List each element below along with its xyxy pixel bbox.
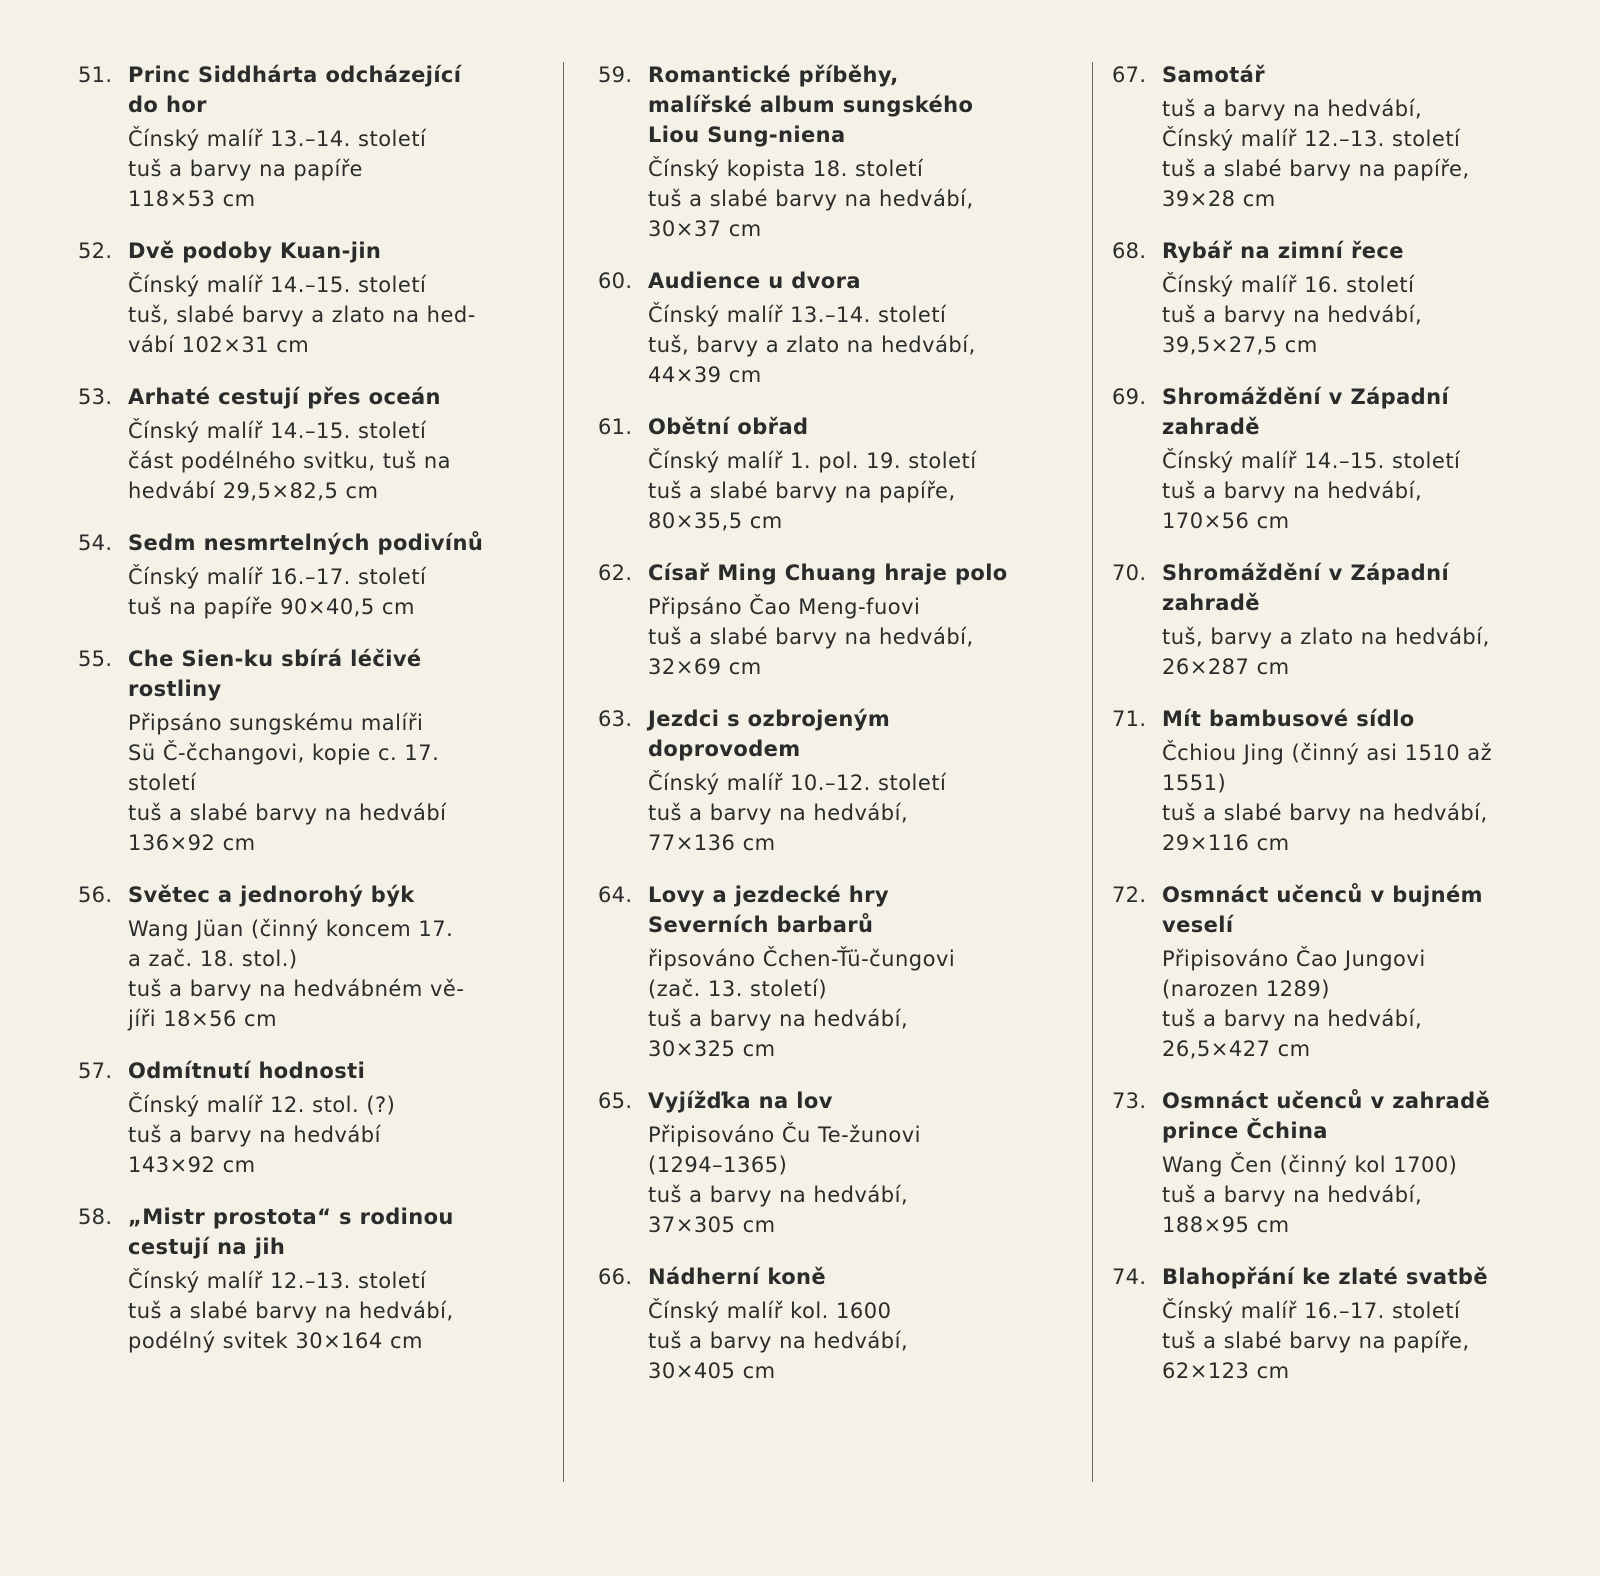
entry-line: tuš a barvy na hedvábí, [648, 1329, 909, 1353]
entry-line: Čínský malíř 12.–13. století [1162, 127, 1461, 151]
entry-line: řipsováno Čchen-Ťü-čungovi [648, 947, 956, 971]
entry-line: část podélného svitku, tuš na [128, 449, 452, 473]
entry-number: 54. [78, 531, 113, 555]
entry-line: Čínský malíř 16.–17. století [1162, 1299, 1461, 1323]
entry-line: tuš, barvy a zlato na hedvábí, [1162, 625, 1490, 649]
entry-line: tuš a barvy na hedvábí, [1162, 1007, 1423, 1031]
entry-number: 67. [1112, 63, 1147, 87]
entry-title: Samotář [1162, 63, 1265, 87]
entry-line: tuš na papíře 90×40,5 cm [128, 595, 415, 619]
entry-heading [598, 704, 1038, 764]
entry-title: Dvě podoby Kuan-jin [128, 239, 382, 263]
entry-line: Čínský malíř 14.–15. století [128, 273, 427, 297]
entry-heading [78, 880, 518, 910]
entry-number: 53. [78, 385, 113, 409]
entry-line: 26×287 cm [1162, 655, 1290, 679]
entry-title: Shromáždění v Západní zahradě [1162, 561, 1450, 615]
entry-description [1162, 446, 1572, 536]
entry-heading [598, 558, 1038, 588]
entry-heading [78, 236, 518, 266]
entry-line: tuš a slabé barvy na hedvábí, [1162, 801, 1488, 825]
entry-number: 63. [598, 707, 633, 731]
entry-line: Čínský malíř 1. pol. 19. století [648, 449, 977, 473]
entry-title: Osmnáct učenců v bujném veselí [1162, 883, 1483, 937]
entry-line: Připsáno Čao Meng-fuovi [648, 595, 921, 619]
entry-line: Čínský malíř 16. století [1162, 273, 1415, 297]
catalog-entry [1112, 382, 1572, 536]
entry-line: 143×92 cm [128, 1153, 256, 1177]
entry-title: Vyjížďka na lov [648, 1089, 833, 1113]
entry-line: tuš a barvy na hedvábí, [1162, 97, 1423, 121]
entry-line: tuš a barvy na hedvábí [128, 1123, 381, 1147]
entry-heading [1112, 382, 1572, 442]
entry-heading [1112, 558, 1572, 618]
entry-line: 30×37 cm [648, 217, 762, 241]
entry-description [648, 944, 1038, 1064]
entry-line: (1294–1365) [648, 1153, 788, 1177]
entry-line: tuš a barvy na hedvábí, [648, 801, 909, 825]
entry-line: Wang Čen (činný kol 1700) [1162, 1153, 1458, 1177]
column-divider [563, 62, 564, 1482]
entry-line: vábí 102×31 cm [128, 333, 310, 357]
entry-title: Rybář na zimní řece [1162, 239, 1404, 263]
entry-heading [598, 412, 1038, 442]
catalog-column-2 [598, 60, 1038, 1408]
entry-line: Čínský malíř kol. 1600 [648, 1299, 892, 1323]
entry-line: tuš a slabé barvy na hedvábí, [648, 187, 974, 211]
entry-line: tuš a barvy na papíře [128, 157, 363, 181]
entry-line: tuš a barvy na hedvábí, [1162, 479, 1423, 503]
catalog-entry [78, 382, 518, 506]
entry-heading [78, 1202, 518, 1262]
entry-heading [78, 1056, 518, 1086]
entry-line: 118×53 cm [128, 187, 256, 211]
catalog-entry [1112, 1262, 1572, 1386]
entry-heading [598, 1262, 1038, 1292]
entry-heading [1112, 236, 1572, 266]
entry-number: 71. [1112, 707, 1147, 731]
entry-title: Osmnáct učenců v zahradě prince Čchina [1162, 1089, 1491, 1143]
catalog-entry [78, 880, 518, 1034]
entry-number: 66. [598, 1265, 633, 1289]
entry-line: tuš a barvy na hedvábném vě- [128, 977, 465, 1001]
entry-line: 136×92 cm [128, 831, 256, 855]
entry-description [1162, 1150, 1572, 1240]
entry-heading [1112, 1262, 1572, 1292]
catalog-entry [1112, 1086, 1572, 1240]
entry-line: 29×116 cm [1162, 831, 1290, 855]
catalog-entry [598, 60, 1038, 244]
entry-line: tuš a slabé barvy na papíře, [648, 479, 956, 503]
entry-title: Světec a jednorohý býk [128, 883, 415, 907]
entry-line: 80×35,5 cm [648, 509, 783, 533]
catalog-entry [78, 236, 518, 360]
entry-description [1162, 622, 1572, 682]
entry-description [1162, 738, 1572, 858]
entry-description [648, 154, 1038, 244]
entry-description [1162, 944, 1572, 1064]
entry-title: Nádherní koně [648, 1265, 827, 1289]
entry-line: 30×405 cm [648, 1359, 776, 1383]
entry-description [648, 592, 1038, 682]
entry-description [128, 914, 518, 1034]
entry-description [128, 124, 518, 214]
catalog-entry [598, 1262, 1038, 1386]
entry-line: 188×95 cm [1162, 1213, 1290, 1237]
entry-line: století [128, 771, 197, 795]
catalog-entry [598, 1086, 1038, 1240]
catalog-column-1 [78, 60, 518, 1378]
entry-line: 32×69 cm [648, 655, 762, 679]
catalog-entry [78, 644, 518, 858]
entry-line: tuš a slabé barvy na papíře, [1162, 157, 1470, 181]
entry-line: tuš a barvy na hedvábí, [648, 1183, 909, 1207]
entry-description [648, 1296, 1038, 1386]
entry-line: 26,5×427 cm [1162, 1037, 1311, 1061]
catalog-entry [1112, 60, 1572, 214]
entry-line: tuš a slabé barvy na hedvábí, [648, 625, 974, 649]
entry-number: 59. [598, 63, 633, 87]
entry-line: Čínský malíř 12.–13. století [128, 1269, 427, 1293]
entry-line: jíři 18×56 cm [128, 1007, 278, 1031]
entry-description [128, 562, 518, 622]
entry-line: 1551) [1162, 771, 1227, 795]
entry-title: Mít bambusové sídlo [1162, 707, 1415, 731]
entry-title: Blahopřání ke zlaté svatbě [1162, 1265, 1488, 1289]
entry-description [128, 270, 518, 360]
entry-line: 37×305 cm [648, 1213, 776, 1237]
catalog-entry [1112, 236, 1572, 360]
entry-line: Čínský kopista 18. století [648, 157, 924, 181]
entry-number: 52. [78, 239, 113, 263]
entry-line: podélný svitek 30×164 cm [128, 1329, 423, 1353]
entry-heading [598, 880, 1038, 940]
entry-line: 77×136 cm [648, 831, 776, 855]
entry-line: Čínský malíř 14.–15. století [1162, 449, 1461, 473]
entry-line: 39×28 cm [1162, 187, 1276, 211]
entry-title: Princ Siddhárta odcházející do hor [128, 63, 462, 117]
entry-number: 68. [1112, 239, 1147, 263]
entry-line: Připisováno Čao Jungovi [1162, 947, 1426, 971]
entry-line: Čínský malíř 13.–14. století [648, 303, 947, 327]
entry-description [128, 708, 518, 858]
entry-line: Čínský malíř 16.–17. století [128, 565, 427, 589]
entry-heading [78, 528, 518, 558]
entry-line: tuš a slabé barvy na papíře, [1162, 1329, 1470, 1353]
entry-title: Odmítnutí hodnosti [128, 1059, 366, 1083]
entry-number: 73. [1112, 1089, 1147, 1113]
entry-line: (narozen 1289) [1162, 977, 1330, 1001]
entry-line: tuš a barvy na hedvábí, [1162, 303, 1423, 327]
entry-line: tuš a slabé barvy na hedvábí [128, 801, 447, 825]
entry-line: tuš a slabé barvy na hedvábí, [128, 1299, 454, 1323]
entry-heading [1112, 704, 1572, 734]
entry-line: Připsáno sungskému malíři [128, 711, 424, 735]
entry-line: Čínský malíř 13.–14. století [128, 127, 427, 151]
entry-heading [78, 382, 518, 412]
entry-line: Čínský malíř 12. stol. (?) [128, 1093, 396, 1117]
entry-heading [1112, 1086, 1572, 1146]
entry-title: „Mistr prostota“ s rodinou cestují na jih [128, 1205, 454, 1259]
entry-line: 44×39 cm [648, 363, 762, 387]
entry-description [128, 416, 518, 506]
entry-number: 70. [1112, 561, 1147, 585]
entry-description [128, 1266, 518, 1356]
entry-line: 39,5×27,5 cm [1162, 333, 1318, 357]
entry-description [648, 768, 1038, 858]
entry-description [648, 1120, 1038, 1240]
entry-title: Jezdci s ozbrojeným doprovodem [648, 707, 891, 761]
entry-title: Císař Ming Chuang hraje polo [648, 561, 1008, 585]
entry-line: Sü Č-čchangovi, kopie c. 17. [128, 741, 440, 765]
entry-line: tuš, barvy a zlato na hedvábí, [648, 333, 976, 357]
catalog-entry [78, 528, 518, 622]
entry-title: Sedm nesmrtelných podivínů [128, 531, 484, 555]
entry-heading [1112, 60, 1572, 90]
catalog-entry [598, 558, 1038, 682]
entry-description [648, 446, 1038, 536]
entry-line: tuš a barvy na hedvábí, [1162, 1183, 1423, 1207]
entry-title: Audience u dvora [648, 269, 861, 293]
entry-heading [598, 60, 1038, 150]
entry-line: (zač. 13. století) [648, 977, 828, 1001]
entry-line: 30×325 cm [648, 1037, 776, 1061]
entry-title: Obětní obřad [648, 415, 809, 439]
catalog-entry [1112, 558, 1572, 682]
entry-line: 170×56 cm [1162, 509, 1290, 533]
entry-number: 51. [78, 63, 113, 87]
catalog-column-3 [1112, 60, 1572, 1408]
entry-title: Che Sien-ku sbírá léčivé rostliny [128, 647, 422, 701]
entry-number: 65. [598, 1089, 633, 1113]
catalog-entry [78, 1056, 518, 1180]
entry-line: hedvábí 29,5×82,5 cm [128, 479, 379, 503]
entry-description [1162, 94, 1572, 214]
entry-heading [78, 60, 518, 120]
entry-title: Shromáždění v Západní zahradě [1162, 385, 1450, 439]
catalog-entry [78, 60, 518, 214]
entry-line: 62×123 cm [1162, 1359, 1290, 1383]
entry-line: a zač. 18. stol.) [128, 947, 298, 971]
entry-number: 64. [598, 883, 633, 907]
entry-heading [1112, 880, 1572, 940]
entry-description [1162, 1296, 1572, 1386]
entry-title: Romantické příběhy, malířské album sungského Liou Sung-niena [648, 63, 974, 147]
entry-line: tuš, slabé barvy a zlato na hed- [128, 303, 476, 327]
entry-number: 60. [598, 269, 633, 293]
entry-number: 69. [1112, 385, 1147, 409]
entry-number: 74. [1112, 1265, 1147, 1289]
entry-description [648, 300, 1038, 390]
entry-description [128, 1090, 518, 1180]
entry-title: Arhaté cestují přes oceán [128, 385, 441, 409]
catalog-entry [598, 704, 1038, 858]
column-divider [1092, 62, 1093, 1482]
entry-number: 56. [78, 883, 113, 907]
entry-line: Čchiou Jing (činný asi 1510 až [1162, 741, 1493, 765]
entry-heading [598, 266, 1038, 296]
entry-line: Wang Jüan (činný koncem 17. [128, 917, 454, 941]
entry-title: Lovy a jezdecké hry Severních barbarů [648, 883, 889, 937]
catalog-entry [1112, 704, 1572, 858]
entry-line: Čínský malíř 14.–15. století [128, 419, 427, 443]
entry-number: 55. [78, 647, 113, 671]
entry-line: Připisováno Ču Te-žunovi [648, 1123, 922, 1147]
catalog-entry [598, 266, 1038, 390]
entry-number: 62. [598, 561, 633, 585]
catalog-entry [598, 880, 1038, 1064]
entry-number: 58. [78, 1205, 113, 1229]
entry-line: Čínský malíř 10.–12. století [648, 771, 947, 795]
catalog-entry [78, 1202, 518, 1356]
entry-number: 61. [598, 415, 633, 439]
entry-description [1162, 270, 1572, 360]
entry-heading [78, 644, 518, 704]
entry-number: 57. [78, 1059, 113, 1083]
entry-number: 72. [1112, 883, 1147, 907]
catalog-entry [598, 412, 1038, 536]
entry-heading [598, 1086, 1038, 1116]
entry-line: tuš a barvy na hedvábí, [648, 1007, 909, 1031]
catalog-entry [1112, 880, 1572, 1064]
